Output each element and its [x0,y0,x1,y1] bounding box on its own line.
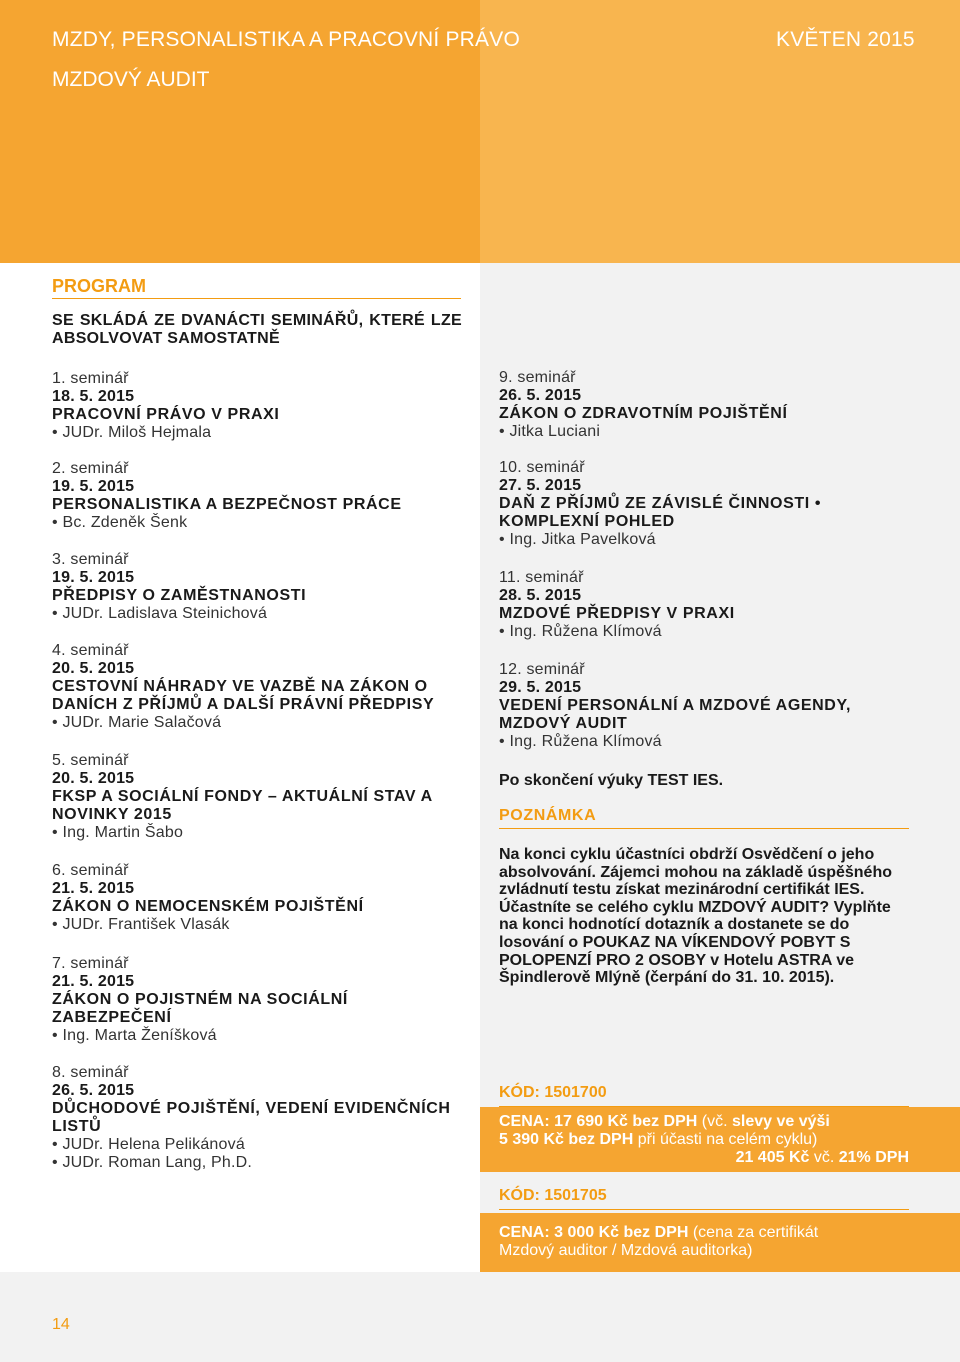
seminar-11 [499,569,909,641]
section-title: MZDOVÝ AUDIT [52,68,210,91]
seminar-date: 19. 5. 2015 [52,569,135,586]
seminar-date: 19. 5. 2015 [52,478,135,495]
seminar-2 [52,460,462,532]
note-divider [499,828,909,829]
seminar-10 [499,459,909,549]
seminar-lecturer: • Ing. Růžena Klímová [499,623,909,641]
seminar-date: 28. 5. 2015 [499,587,582,604]
seminar-4 [52,642,462,732]
seminar-5 [52,752,462,842]
seminar-label: 4. seminář [52,642,129,659]
price-with-vat: 21 405 Kč [735,1149,810,1166]
seminar-lecturer: • JUDr. Miloš Hejmala [52,424,462,442]
seminar-title: PERSONALISTIKA A BEZPEČNOST PRÁCE [52,496,402,513]
seminar-lecturer: • Ing. Marta Ženíšková [52,1027,462,1045]
cert-price-amount: CENA: 3 000 Kč bez DPH [499,1224,689,1241]
seminar-title: ZÁKON O ZDRAVOTNÍM POJIŠTĚNÍ [499,405,788,422]
seminar-label: 8. seminář [52,1064,129,1081]
seminar-title: PRACOVNÍ PRÁVO V PRAXI [52,406,280,423]
test-note: Po skončení výuky TEST IES. [499,772,724,789]
cert-price-line-1 [499,1224,909,1242]
seminar-1 [52,370,462,442]
seminar-title: PŘEDPISY O ZAMĚSTNANOSTI [52,587,307,604]
seminar-title: DŮCHODOVÉ POJIŠTĚNÍ, VEDENÍ EVIDENČNÍCH LISTŮ [52,1100,451,1135]
seminar-date: 29. 5. 2015 [499,679,582,696]
seminar-lecturer: • JUDr. František Vlasák [52,916,462,934]
seminar-lecturer: • JUDr. Helena Pelikánová [52,1136,462,1154]
seminar-date: 21. 5. 2015 [52,880,135,897]
seminar-title: VEDENÍ PERSONÁLNÍ A MZDOVÉ AGENDY, MZDOVÝ AUDIT [499,697,851,732]
price-text-full [499,1113,909,1167]
seminar-title: CESTOVNÍ NÁHRADY VE VAZBĚ NA ZÁKON O DANÍCH Z PŘÍJMŮ A DALŠÍ PRÁVNÍ PŘEDPISY [52,678,435,713]
seminar-date: 20. 5. 2015 [52,660,135,677]
seminar-label: 1. seminář [52,370,129,387]
seminar-lecturer: • JUDr. Roman Lang, Ph.D. [52,1154,462,1172]
running-header-title: MZDY, PERSONALISTIKA A PRACOVNÍ PRÁVO [52,28,520,51]
cert-price-line-2: Mzdový auditor / Mzdová auditorka) [499,1242,753,1259]
cert-price-note: (cena za certifikát [688,1224,819,1241]
vat-rate: 21% DPH [838,1149,909,1166]
seminar-title: ZÁKON O POJISTNÉM NA SOCIÁLNÍ ZABEZPEČENÍ [52,991,348,1026]
seminar-date: 27. 5. 2015 [499,477,582,494]
seminar-12 [499,661,909,751]
seminar-date: 20. 5. 2015 [52,770,135,787]
price-line-2 [499,1131,909,1149]
seminar-8 [52,1064,462,1172]
price-amount: CENA: 17 690 Kč bez DPH [499,1113,698,1130]
seminar-label: 6. seminář [52,862,129,879]
seminar-3 [52,551,462,623]
vat-prefix: vč. [809,1149,839,1166]
price-box-certificate [480,1213,960,1272]
seminar-label: 9. seminář [499,369,576,386]
seminar-label: 5. seminář [52,752,129,769]
seminar-date: 18. 5. 2015 [52,388,135,405]
running-header-date: KVĚTEN 2015 [776,28,915,51]
seminar-label: 12. seminář [499,661,585,678]
discount-label: slevy ve výši [731,1113,830,1130]
program-heading: PROGRAM [52,276,146,296]
seminar-date: 21. 5. 2015 [52,973,135,990]
seminar-7 [52,955,462,1045]
program-subtitle: SE SKLÁDÁ ZE DVANÁCTI SEMINÁŘŮ, KTERÉ LZE ABSOLVOVAT SAMOSTATNĚ [52,312,462,347]
discount-note: při účasti na celém cyklu) [633,1131,818,1148]
seminar-lecturer: • JUDr. Marie Salačová [52,714,462,732]
seminar-lecturer: • Ing. Růžena Klímová [499,733,909,751]
seminar-9 [499,369,909,441]
seminar-lecturer: • JUDr. Ladislava Steinichová [52,605,462,623]
seminar-label: 2. seminář [52,460,129,477]
seminar-label: 11. seminář [499,569,584,586]
seminar-title: FKSP A SOCIÁLNÍ FONDY – AKTUÁLNÍ STAV A NOVINKY 2015 [52,788,433,823]
note-heading: POZNÁMKA [499,807,597,824]
seminar-label: 7. seminář [52,955,129,972]
seminar-lecturer: • Ing. Jitka Pavelková [499,531,909,549]
seminar-title: MZDOVÉ PŘEDPISY V PRAXI [499,605,735,622]
price-text-certificate [499,1224,909,1260]
seminar-label: 3. seminář [52,551,129,568]
price-note: (vč. [697,1113,732,1130]
price-line-3 [499,1149,909,1167]
page-number: 14 [52,1316,70,1333]
seminar-6 [52,862,462,934]
course-code-full: KÓD: 1501700 [499,1084,607,1101]
seminar-lecturer: • Ing. Martin Šabo [52,824,462,842]
discount-amount: 5 390 Kč bez DPH [499,1131,634,1148]
seminar-date: 26. 5. 2015 [52,1082,135,1099]
code-divider [499,1209,909,1210]
course-code-certificate: KÓD: 1501705 [499,1187,607,1204]
price-line-1 [499,1113,909,1131]
seminar-lecturer: • Bc. Zdeněk Šenk [52,514,462,532]
seminar-lecturer: • Jitka Luciani [499,423,909,441]
note-text: Na konci cyklu účastníci obdrží Osvědčení o jeho absolvování. Zájemci mohou na základě úspěšného zvládnutí testu získat mezinárodní certifikát IES. Účastníte se celého cyklu MZDOVÝ AUDIT? Vyplňte na konci hodnotící dotazník a dostanete se do losování o POUKAZ NA VÍKENDOVÝ POBYT S POLOPENZÍ PRO 2 OSOBY v Hotelu ASTRA ve Špindlerově Mlýně (čerpání do 31. 10. 2015). [499,846,892,987]
footer-panel [0,1272,480,1362]
price-box-full [480,1107,960,1172]
seminar-title: DAŇ Z PŘÍJMŮ ZE ZÁVISLÉ ČINNOSTI • KOMPLEXNÍ POHLED [499,495,822,530]
seminar-date: 26. 5. 2015 [499,387,582,404]
seminar-title: ZÁKON O NEMOCENSKÉM POJIŠTĚNÍ [52,898,364,915]
program-divider [52,298,461,299]
seminar-label: 10. seminář [499,459,585,476]
